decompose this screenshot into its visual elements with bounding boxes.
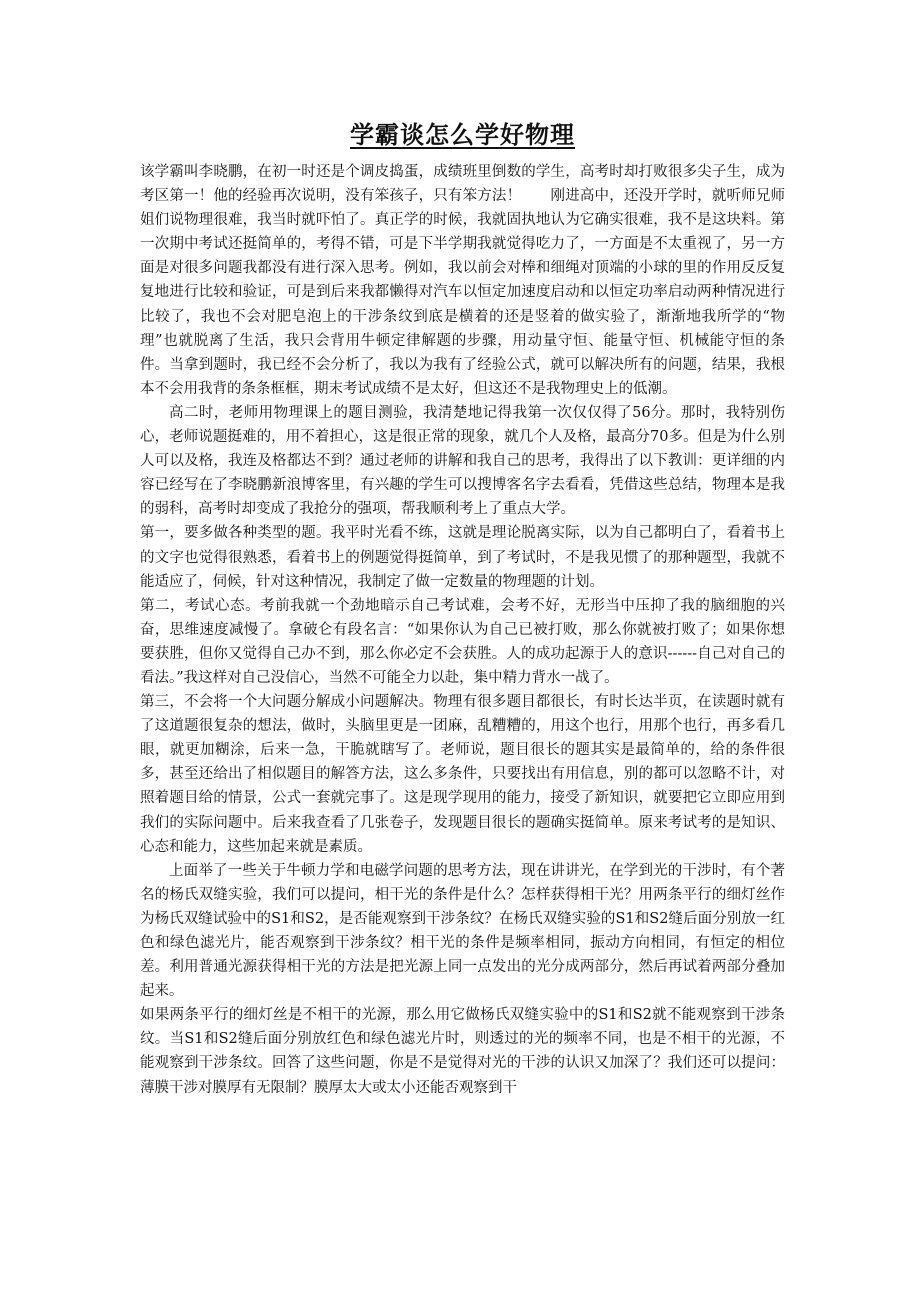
body-paragraph: 第三，不会将一个大问题分解成小问题解决。物理有很多题目都很长，有时长达半页，在读题时就有了这道题很复杂的想法，做时，头脑里更是一团麻，乱糟糟的，用这个也行，用那个也行，再多看几眼，就更加糊涂，后来一急，干脆就瞎写了。老师说，题目很长的题其实是最简单的，给的条件很多，甚至还给出了相似题目的解答方法，这么多条件，只要找出有用信息，别的都可以忽略不计，对照着题目给的情景，公式一套就完事了。这是现学现用的能力，接受了新知识，就要把它立即应用到我们的实际问题中。后来我查看了几张卷子，发现题目很长的题确实挺简单。原来考试考的是知识、心态和能力，这些加起来就是素质。	[140, 694, 785, 855]
body-paragraph: 如果两条平行的细灯丝是不相干的光源，那么用它做杨氏双缝实验中的S1和S2就不能观察到干涉条纹。当S1和S2缝后面分别放红色和绿色滤光片时，则透过的光的频率不同，也是不相干的光源，不能观察到干涉条纹。回答了这些问题，你是不是觉得对光的干涉的认识又加深了？我们还可以提问：薄膜干涉对膜厚有无限制？膜厚太大或太小还能否观察到干	[140, 1007, 785, 1096]
document-page	[140, 118, 785, 1100]
body-paragraph: 该学霸叫李晓鹏，在初一时还是个调皮捣蛋，成绩班里倒数的学生，高考时却打败很多尖子生，成为考区第一！他的经验再次说明，没有笨孩子，只有笨方法！ 刚进高中，还没开学时，就听师兄师姐们说物理很难，我当时就吓怕了。真正学的时候，我就固执地认为它确实很难，我不是这块料。第一次期中考试还挺简单的，考得不错，可是下半学期我就觉得吃力了，一方面是不太重视了，另一方面是对很多问题我都没有进行深入思考。例如，我以前会对棒和细绳对顶端的小球的里的作用反反复复地进行比较和验证，可是到后来我都懒得对汽车以恒定加速度启动和以恒定功率启动两种情况进行比较了，我也不会对肥皂泡上的干涉条纹到底是横着的还是竖着的做实验了，渐渐地我所学的“物理”也就脱离了生活，我只会背用牛顿定律解题的步骤，用动量守恒、能量守恒、机械能守恒的条件。当拿到题时，我已经不会分析了，我以为我有了经验公式，就可以解决所有的问题，结果，我根本不会用我背的条条框框，期末考试成绩不是太好，但这还不是我物理史上的低潮。	[140, 164, 785, 397]
body-paragraph: 第一，要多做各种类型的题。我平时光看不练，这就是理论脱离实际，以为自己都明白了，看着书上的文字也觉得很熟悉，看着书上的例题觉得挺简单，到了考试时，不是我见惯了的那种题型，我就不能适应了，伺候，针对这种情况，我制定了做一定数量的物理题的计划。	[140, 525, 785, 590]
document-body	[140, 160, 785, 1100]
body-paragraph: 高二时，老师用物理课上的题目测验，我清楚地记得我第一次仅仅得了56分。那时，我特别伤心，老师说题挺难的，用不着担心，这是很正常的现象，就几个人及格，最高分70多。但是为什么别人可以及格，我连及格都达不到？通过老师的讲解和我自己的思考，我得出了以下教训：更详细的内容已经写在了李晓鹏新浪博客里，有兴趣的学生可以搜博客名字去看看，凭借这些总结，物理本是我的弱科，高考时却变成了我抢分的强项，帮我顺利考上了重点大学。	[140, 404, 785, 518]
body-paragraph: 上面举了一些关于牛顿力学和电磁学问题的思考方法，现在讲讲光，在学到光的干涉时，有个著名的杨氏双缝实验，我们可以提问，相干光的条件是什么？怎样获得相干光？用两条平行的细灯丝作为杨氏双缝试验中的S1和S2，是否能观察到干涉条纹？在杨氏双缝实验的S1和S2缝后面分别放一红色和绿色滤光片，能否观察到干涉条纹？相干光的条件是频率相同，振动方向相同，有恒定的相位差。利用普通光源获得相干光的方法是把光源上同一点发出的光分成两部分，然后再试着两部分叠加起来。	[140, 862, 785, 1000]
body-paragraph: 第二，考试心态。考前我就一个劲地暗示自己考试难，会考不好，无形当中压抑了我的脑细胞的兴奋，思维速度减慢了。拿破仑有段名言：“如果你认为自己已被打败，那么你就被打败了；如果你想要获胜，但你又觉得自己办不到，那么你必定不会获胜。人的成功起源于人的意识------自己对自己的看法。”我这样对自己没信心，当然不可能全力以赴，集中精力背水一战了。	[140, 597, 785, 686]
document-title: 学霸谈怎么学好物理	[350, 120, 575, 149]
